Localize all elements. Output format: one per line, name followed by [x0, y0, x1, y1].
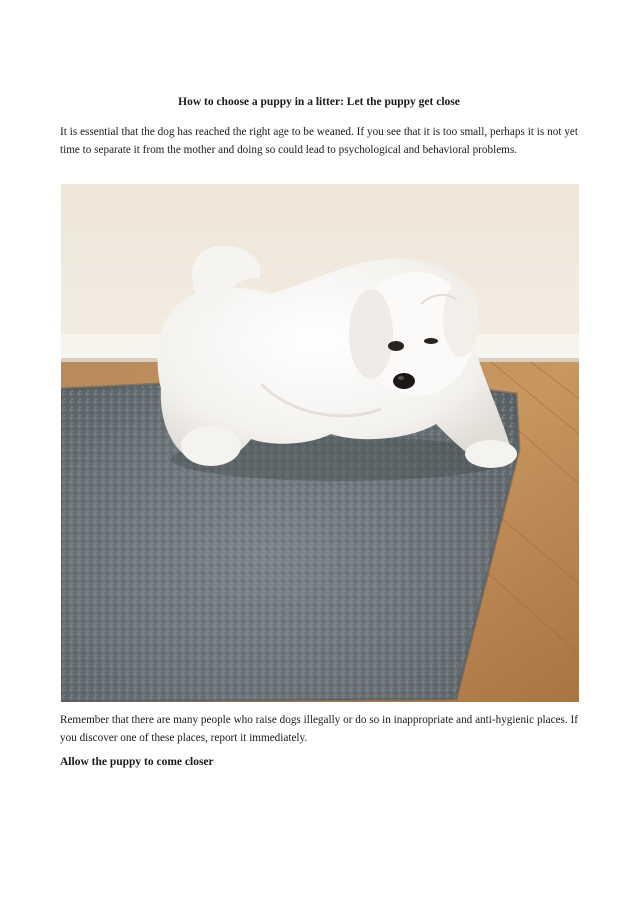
puppy-photo — [61, 184, 579, 702]
document-title: How to choose a puppy in a litter: Let the puppy get close — [178, 96, 460, 108]
intro-paragraph: It is essential that the dog has reached the right age to be weaned. If you see that it is too small, perhaps it is not yet time to separate it from the mother and doing so could lead to psychological and behavioral problems. — [60, 126, 578, 156]
section-subheading: Allow the puppy to come closer — [60, 756, 214, 768]
warning-paragraph: Remember that there are many people who raise dogs illegally or do so in inappropriate and anti-hygienic places. If you discover one of these places, report it immediately. — [60, 714, 578, 744]
